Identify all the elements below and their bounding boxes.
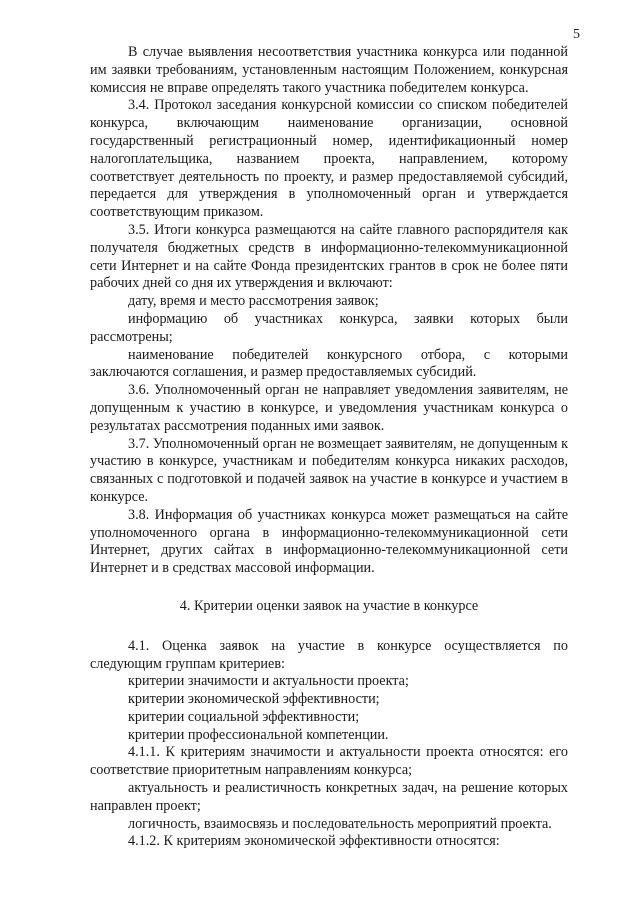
section-heading: 4. Критерии оценки заявок на участие в конкурсе [179,597,479,614]
page-number: 5 [573,27,580,42]
page-content [90,44,568,851]
paragraph-4-1-1: 4.1.1. К критериям значимости и актуальности проекта относятся: его соответствие приоритетным направлениям конкурса; [90,744,568,779]
paragraph-3-7: 3.7. Уполномоченный орган не возмещает заявителям, не допущенным к участию в конкурсе, участникам и победителям конкурса никаких расходов, связанных с подготовкой и подачей заявок на участие в конкурсе и участием в конкурсе. [90,435,568,505]
list-item: дату, время и место рассмотрения заявок; [128,293,379,310]
list-item: логичность, взаимосвязь и последовательность мероприятий проекта. [128,815,552,832]
list-item: критерии социальной эффективности; [128,708,360,725]
list-item: наименование победителей конкурсного отбора, с которыми заключаются соглашения, и размер предоставляемых субсидий. [90,346,568,381]
paragraph-3-6: 3.6. Уполномоченный орган не направляет уведомления заявителям, не допущенным к участию в конкурсе, и уведомления участникам конкурса о результатах рассмотрения поданных ими заявок. [90,382,568,434]
list-item: критерии значимости и актуальности проекта; [128,673,409,690]
list-item: актуальность и реалистичность конкретных задач, на решение которых направлен проект; [90,780,568,814]
list-item: критерии экономической эффективности; [128,691,380,708]
paragraph-4-1: 4.1. Оценка заявок на участие в конкурсе осуществляется по следующим группам критериев: [90,637,568,672]
paragraph: В случае выявления несоответствия участника конкурса или поданной им заявки требованиям, установленным настоящим Положением, конкурсная комиссия не вправе определять такого участника победителем конкурса. [90,44,568,96]
list-item: критерии профессиональной компетенции. [128,726,389,743]
paragraph-3-8: 3.8. Информация об участниках конкурса может размещаться на сайте уполномоченного органа в информационно-телекоммуникационной сети Интернет, других сайтах в информационно-телекоммуникационной сети Интернет и в средствах массовой информации. [90,506,568,577]
paragraph-4-1-2: 4.1.2. К критериям экономической эффективности относятся: [128,833,500,850]
paragraph-3-4: 3.4. Протокол заседания конкурсной комиссии со списком победителей конкурса, включающим наименование организации, основной государственный регистрационный номер, идентификационный номер налогоплательщика, названием проекта, направлением, которому соответствует деятельность по проекту, и размер предоставляемой субсидий, передается для утверждения в уполномоченный орган и утверждается соответствующим приказом. [90,97,568,221]
paragraph-3-5: 3.5. Итоги конкурса размещаются на сайте главного распорядителя как получателя бюджетных средств в информационно-телекоммуникационной сети Интернет и на сайте Фонда президентских грантов в срок не более пяти рабочих дней со дня их утверждения и включают: [90,221,568,292]
list-item: информацию об участниках конкурса, заявки которых были рассмотрены; [90,310,568,345]
